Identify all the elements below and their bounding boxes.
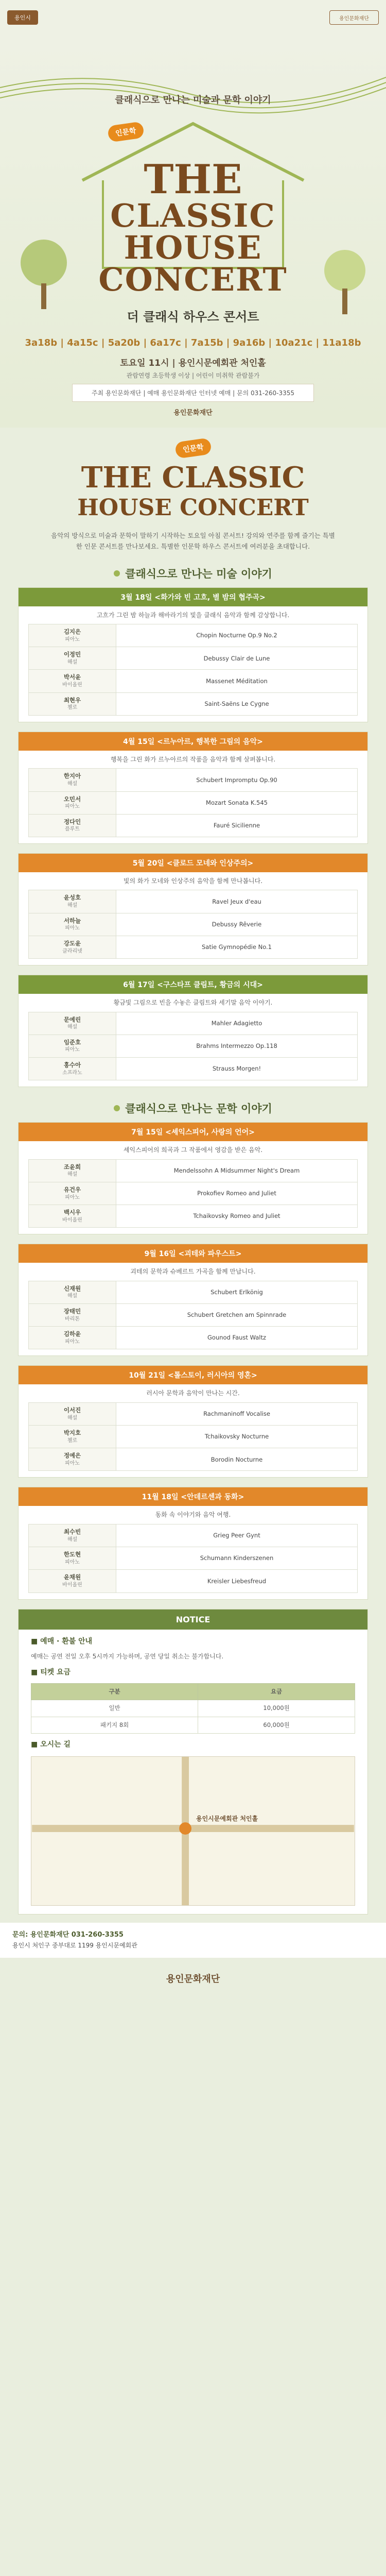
table-row: [29, 769, 358, 791]
performer-cell: [29, 647, 116, 670]
program-description: 괴테의 문학과 슈베르트 가곡을 함께 만납니다.: [130, 1268, 256, 1276]
performer-role: 첼로: [67, 705, 78, 711]
performer-name: 홍수아: [63, 1061, 81, 1069]
table-row: [29, 1524, 358, 1547]
footer-address: 용인시 처인구 중부대로 1199 용인시문예회관: [12, 1941, 137, 1949]
repertoire-cell: Schubert Impromptu Op.90: [116, 769, 358, 791]
schedule-dates: 3a18b | 4a15c | 5a20b | 6a17c | 7a15b | 9a16b | 10a21c | 11a18b: [25, 337, 361, 348]
performer-role: 첼로: [67, 1437, 78, 1444]
program-title: 5월 20일 <클로드 모네와 인상주의>: [19, 854, 367, 872]
table-row: [29, 1035, 358, 1057]
repertoire-cell: Massenet Méditation: [116, 670, 358, 692]
table-row: [29, 1402, 358, 1425]
program-table: [28, 1159, 358, 1228]
performer-name: 조윤희: [63, 1163, 81, 1171]
performer-role: 바리톤: [65, 1316, 80, 1322]
performer-role: 소프라노: [62, 1070, 82, 1076]
repertoire-cell: Brahms Intermezzo Op.118: [116, 1035, 358, 1057]
performer-cell: [29, 692, 116, 715]
program-description: 러시아 문학과 음악이 만나는 시간.: [146, 1389, 240, 1397]
program-table: [28, 1281, 358, 1350]
repertoire-cell: Schumann Kinderszenen: [116, 1547, 358, 1570]
performer-cell: [29, 1012, 116, 1035]
table-row: [29, 1303, 358, 1326]
performer-cell: [29, 791, 116, 814]
bottom-logo[interactable]: 용인문화재단: [0, 1958, 386, 1999]
booking-text: 예매는 공연 전일 오후 5시까지 가능하며, 공연 당일 취소는 불가합니다.: [31, 1652, 224, 1660]
repertoire-cell: Tchaikovsky Nocturne: [116, 1426, 358, 1448]
performer-role: 플루트: [65, 826, 80, 833]
program-title: 9월 16일 <괴테와 파우스트>: [19, 1244, 367, 1263]
price-col-type: 구분: [31, 1683, 198, 1700]
hero-foundation-logo: 용인문화재단: [173, 409, 213, 417]
table-row: [29, 814, 358, 837]
performer-name: 최수빈: [63, 1528, 81, 1536]
price-type: 패키지 8회: [31, 1717, 198, 1734]
section-title-line2: HOUSE CONCERT: [77, 495, 309, 521]
table-row: [29, 1012, 358, 1035]
repertoire-cell: Debussy Clair de Lune: [116, 647, 358, 670]
repertoire-cell: Saint-Saëns Le Cygne: [116, 692, 358, 715]
performer-role: 피아노: [65, 804, 80, 810]
performer-name: 김지은: [63, 628, 81, 636]
repertoire-cell: Borodin Nocturne: [116, 1448, 358, 1471]
program-table: [28, 890, 358, 959]
program-table: [28, 1012, 358, 1081]
performer-role: 피아노: [65, 1559, 80, 1565]
art-heading: [49, 566, 337, 581]
performer-role: 바이올린: [62, 1217, 82, 1223]
program-title: 3월 18일 <화가와 빈 고흐, 별 밤의 협주곡>: [19, 588, 367, 606]
location-pin-icon: [179, 1822, 191, 1835]
repertoire-cell: Mendelssohn A Midsummer Night's Dream: [116, 1159, 358, 1182]
performer-role: 피아노: [65, 1460, 80, 1466]
hero-banner: [0, 36, 386, 428]
price-value: 10,000원: [198, 1700, 355, 1717]
performer-cell: [29, 890, 116, 913]
program-card: [18, 1244, 368, 1356]
table-row: [29, 692, 358, 715]
table-row: [29, 936, 358, 958]
section-intro: 음악의 방식으로 미술과 문학이 말하기 시작하는 토요일 아침 콘서트! 강의와 연주를 함께 즐기는 특별한 인문 콘서트를 만나보세요. 특별한 인문학 하우스 콘서트에 여러분을 초대합니다.: [51, 532, 335, 551]
performer-role: 해설: [67, 1024, 78, 1030]
program-table: [28, 1402, 358, 1471]
repertoire-cell: Satie Gymnopédie No.1: [116, 936, 358, 958]
repertoire-cell: Tchaikovsky Romeo and Juliet: [116, 1205, 358, 1228]
repertoire-cell: Mozart Sonata K.545: [116, 791, 358, 814]
performer-cell: [29, 1402, 116, 1425]
table-row: [29, 1327, 358, 1349]
performer-role: 해설: [67, 1293, 78, 1299]
program-card: [18, 975, 368, 1087]
table-row: [31, 1700, 355, 1717]
map-heading: ■ 오시는 길: [31, 1740, 71, 1749]
lit-heading-text: 클래식으로 만나는 문학 이야기: [125, 1103, 272, 1115]
program-card: [18, 732, 368, 844]
city-logo[interactable]: 용인시: [7, 10, 38, 25]
performer-role: 해설: [67, 1415, 78, 1421]
program-title: 7월 15일 <셰익스피어, 사랑의 언어>: [19, 1123, 367, 1141]
table-row: [29, 647, 358, 670]
performer-role: 피아노: [65, 925, 80, 931]
repertoire-cell: Grieg Peer Gynt: [116, 1524, 358, 1547]
performer-cell: [29, 1547, 116, 1570]
table-row: [29, 1159, 358, 1182]
performer-role: 피아노: [65, 1194, 80, 1200]
table-row: [29, 1426, 358, 1448]
table-row: [29, 1547, 358, 1570]
notice-box: [18, 1609, 368, 1915]
footer: [0, 1923, 386, 1958]
table-row: [29, 1570, 358, 1592]
performer-cell: [29, 624, 116, 647]
performer-name: 문예린: [63, 1015, 81, 1023]
repertoire-cell: Schubert Gretchen am Spinnrade: [116, 1303, 358, 1326]
program-card: [18, 587, 368, 722]
performer-name: 백시우: [63, 1209, 81, 1216]
art-heading-text: 클래식으로 만나는 미술 이야기: [125, 567, 272, 580]
table-row: [29, 890, 358, 913]
table-row: [29, 791, 358, 814]
program-card: [18, 1487, 368, 1599]
program-title: 10월 21일 <톨스토이, 러시아의 영혼>: [19, 1366, 367, 1384]
performer-role: 피아노: [65, 1047, 80, 1053]
performer-cell: [29, 1159, 116, 1182]
program-description: 빛의 화가 모네와 인상주의 음악을 함께 만나봅니다.: [123, 877, 263, 885]
performer-cell: [29, 1426, 116, 1448]
performer-cell: [29, 1327, 116, 1349]
repertoire-cell: Chopin Nocturne Op.9 No.2: [116, 624, 358, 647]
performer-cell: [29, 670, 116, 692]
performer-name: 장태민: [63, 1307, 81, 1315]
table-row: [29, 913, 358, 936]
performer-name: 이정민: [63, 651, 81, 658]
bullet-icon: [114, 1105, 120, 1111]
performer-name: 오민서: [63, 795, 81, 803]
performer-name: 김하윤: [63, 1330, 81, 1338]
performer-role: 피아노: [65, 636, 80, 642]
tree-icon: [319, 242, 371, 319]
performer-cell: [29, 814, 116, 837]
performer-role: 피아노: [65, 1338, 80, 1345]
host-info: 주최 용인문화재단 | 예매 용인문화재단 인터넷 예매 | 문의 031-260-3355: [72, 384, 314, 402]
table-row: [29, 1205, 358, 1228]
performer-role: 해설: [67, 1172, 78, 1178]
program-title: 4월 15일 <르누아르, 행복한 그림의 음악>: [19, 732, 367, 751]
notice-title: NOTICE: [19, 1609, 367, 1630]
repertoire-cell: Fauré Sicilienne: [116, 814, 358, 837]
performer-role: 해설: [67, 1536, 78, 1543]
program-card: [18, 1365, 368, 1478]
performer-cell: [29, 769, 116, 791]
performer-role: 바이올린: [62, 1582, 82, 1588]
age-notice: 관람연령 초등학생 이상 | 어린이 미취학 관람불가: [126, 372, 260, 379]
performer-name: 신재원: [63, 1284, 81, 1292]
performer-name: 윤성호: [63, 894, 81, 902]
repertoire-cell: Schubert Erlkönig: [116, 1281, 358, 1303]
repertoire-cell: Prokofiev Romeo and Juliet: [116, 1182, 358, 1205]
performer-cell: [29, 913, 116, 936]
table-row: [31, 1717, 355, 1734]
hero-subtitle: 클래식으로 만나는 미술과 문학 이야기: [115, 95, 271, 106]
foundation-logo[interactable]: 용인문화재단: [329, 10, 379, 25]
performer-cell: [29, 1057, 116, 1080]
table-row: [29, 624, 358, 647]
section-badge: 인문학: [174, 437, 212, 459]
price-value: 60,000원: [198, 1717, 355, 1734]
price-table: [31, 1683, 355, 1734]
program-card: [18, 853, 368, 965]
table-row: [29, 670, 358, 692]
section-title: [0, 440, 386, 521]
performer-name: 한지아: [63, 772, 81, 780]
performer-cell: [29, 936, 116, 958]
bullet-icon: [114, 570, 120, 577]
repertoire-cell: Rachmaninoff Vocalise: [116, 1402, 358, 1425]
program-table: [28, 1524, 358, 1593]
performer-role: 해설: [67, 659, 78, 665]
program-description: 셰익스피어의 희곡과 그 작품에서 영감을 받은 음악.: [123, 1146, 263, 1154]
price-col-price: 요금: [198, 1683, 355, 1700]
performer-name: 윤채원: [63, 1573, 81, 1581]
repertoire-cell: Ravel Jeux d'eau: [116, 890, 358, 913]
program-description: 고흐가 그린 밤 하늘과 해바라기의 빛을 클래식 음악과 함께 감상합니다.: [96, 611, 290, 619]
program-table: [28, 768, 358, 837]
price-heading: ■ 티켓 요금: [31, 1668, 71, 1676]
performer-role: 해설: [67, 903, 78, 909]
repertoire-cell: Kreisler Liebesfreud: [116, 1570, 358, 1592]
repertoire-cell: Strauss Morgen!: [116, 1057, 358, 1080]
literature-program-list: [0, 1122, 386, 1599]
map-roads: [31, 1757, 355, 1905]
performer-cell: [29, 1524, 116, 1547]
performer-cell: [29, 1303, 116, 1326]
performer-name: 박서윤: [63, 673, 81, 681]
program-table: [28, 624, 358, 716]
literature-heading: [49, 1100, 337, 1116]
section-title-line1: THE CLASSIC: [81, 461, 305, 495]
performer-cell: [29, 1035, 116, 1057]
price-type: 일반: [31, 1700, 198, 1717]
performer-name: 최현우: [63, 696, 81, 704]
program-title: 11월 18일 <안데르센과 동화>: [19, 1487, 367, 1506]
program-title: 6월 17일 <구스타프 클림트, 황금의 시대>: [19, 975, 367, 994]
program-description: 황금빛 그림으로 빈을 수놓은 클림트와 세기말 음악 이야기.: [113, 999, 273, 1006]
performer-name: 정예은: [63, 1452, 81, 1460]
performer-cell: [29, 1205, 116, 1228]
hero-title: THE CLASSIC HOUSE CONCERT: [98, 156, 288, 298]
program-description: 동화 속 이야기와 음악 여행.: [155, 1511, 231, 1519]
performer-cell: [29, 1448, 116, 1471]
performer-role: 클라리넷: [62, 948, 82, 954]
performer-cell: [29, 1570, 116, 1592]
art-program-list: [0, 587, 386, 1088]
location-map[interactable]: [31, 1756, 355, 1906]
table-row: [29, 1448, 358, 1471]
performer-name: 박지호: [63, 1429, 81, 1437]
table-row: [29, 1057, 358, 1080]
map-label: 용인시문예회관 처인홀: [196, 1815, 258, 1823]
hero-korean-title: 더 클래식 하우스 콘서트: [127, 310, 259, 324]
repertoire-cell: Gounod Faust Waltz: [116, 1327, 358, 1349]
table-row: [29, 1182, 358, 1205]
performer-role: 해설: [67, 781, 78, 787]
top-bar: [0, 0, 386, 36]
performer-cell: [29, 1281, 116, 1303]
performer-role: 바이올린: [62, 682, 82, 688]
program-card: [18, 1122, 368, 1234]
performer-name: 임준호: [63, 1038, 81, 1046]
performer-name: 정다인: [63, 818, 81, 825]
performer-name: 이서진: [63, 1406, 81, 1414]
performer-name: 강도윤: [63, 939, 81, 947]
table-row: [29, 1281, 358, 1303]
repertoire-cell: Mahler Adagietto: [116, 1012, 358, 1035]
schedule-venue: 토요일 11시 | 용인시문예회관 처인홀: [120, 358, 266, 368]
program-description: 행복을 그린 화가 르누아르의 작품을 음악과 함께 살펴봅니다.: [110, 755, 276, 763]
footer-contact: 문의: 용인문화재단 031-260-3355: [12, 1931, 124, 1939]
booking-heading: ■ 예매 · 환불 안내: [31, 1637, 93, 1646]
tree-icon: [15, 232, 72, 314]
performer-name: 유건우: [63, 1185, 81, 1193]
performer-name: 서하늘: [63, 917, 81, 924]
performer-cell: [29, 1182, 116, 1205]
performer-name: 한도현: [63, 1551, 81, 1558]
repertoire-cell: Debussy Rêverie: [116, 913, 358, 936]
humanities-badge: 인문학: [108, 124, 144, 140]
